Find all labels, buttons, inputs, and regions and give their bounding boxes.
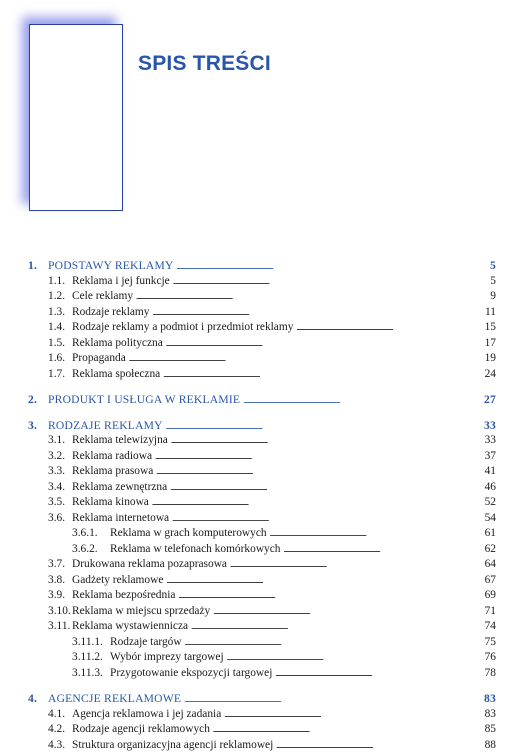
toc-number: 1.6.	[28, 351, 72, 367]
toc-subsection[interactable]	[28, 351, 496, 367]
toc-page-number: 54	[462, 511, 496, 527]
dot-leader	[156, 464, 462, 480]
dot-leader	[227, 650, 462, 666]
toc-number: 1.	[28, 258, 48, 274]
dot-leader	[184, 691, 462, 707]
toc-subsection[interactable]	[28, 336, 496, 352]
toc-number: 3.6.	[28, 511, 72, 527]
toc-page-number: 27	[462, 392, 496, 408]
toc-page-number: 71	[462, 604, 496, 620]
toc-page-number: 46	[462, 480, 496, 496]
toc-page-number: 75	[462, 635, 496, 651]
toc-subsection[interactable]	[28, 433, 496, 449]
toc-number: 3.6.2.	[28, 542, 110, 558]
toc-title: Agencja reklamowa i jej zadania	[72, 707, 224, 723]
toc-title: Cele reklamy	[72, 289, 136, 305]
toc-number: 1.4.	[28, 320, 72, 336]
toc-number: 1.3.	[28, 305, 72, 321]
toc-page-number: 24	[462, 367, 496, 383]
toc-page-number: 17	[462, 336, 496, 352]
dot-leader	[224, 707, 462, 723]
toc-number: 1.7.	[28, 367, 72, 383]
toc-page-number: 11	[462, 305, 496, 321]
toc-chapter[interactable]	[28, 418, 496, 434]
toc-subsection[interactable]	[28, 604, 496, 620]
toc-title: RODZAJE REKLAMY	[48, 418, 166, 434]
toc-page-number: 61	[462, 526, 496, 542]
toc-subsection[interactable]	[28, 274, 496, 290]
dot-leader	[230, 557, 462, 573]
dot-leader	[166, 418, 462, 434]
dot-leader	[213, 722, 462, 738]
toc-number: 1.1.	[28, 274, 72, 290]
toc-title: Reklama wystawiennicza	[72, 619, 191, 635]
toc-number: 2.	[28, 392, 48, 408]
toc-title: Przygotowanie ekspozycji targowej	[110, 666, 275, 682]
dot-leader	[173, 274, 462, 290]
dot-leader	[270, 526, 462, 542]
toc-number: 3.11.	[28, 619, 72, 635]
toc-number: 3.1.	[28, 433, 72, 449]
toc-page-number: 67	[462, 573, 496, 589]
toc-number: 3.5.	[28, 495, 72, 511]
toc-page-number: 19	[462, 351, 496, 367]
toc-page-number: 41	[462, 464, 496, 480]
toc-title: Gadżety reklamowe	[72, 573, 166, 589]
toc-title: AGENCJE REKLAMOWE	[48, 691, 184, 707]
dot-leader	[163, 367, 462, 383]
toc-title: Reklama społeczna	[72, 367, 163, 383]
toc-chapter[interactable]	[28, 392, 496, 408]
toc-title: PRODUKT I USŁUGA W REKLAMIE	[48, 392, 243, 408]
toc-page-number: 9	[462, 289, 496, 305]
page-title: SPIS TREŚCI	[138, 52, 271, 76]
toc-page-number: 74	[462, 619, 496, 635]
toc-number: 4.	[28, 691, 48, 707]
dot-leader	[171, 433, 462, 449]
toc-title: Reklama w miejscu sprzedaży	[72, 604, 213, 620]
toc-title: Wybór imprezy targowej	[110, 650, 227, 666]
toc-subsection[interactable]	[28, 722, 496, 738]
toc-subsection[interactable]	[28, 495, 496, 511]
toc-title: Reklama w grach komputerowych	[110, 526, 270, 542]
section-gap	[28, 408, 496, 418]
toc-number: 3.	[28, 418, 48, 434]
dot-leader	[178, 588, 462, 604]
toc-title: Reklama kinowa	[72, 495, 152, 511]
toc-page-number: 33	[462, 418, 496, 434]
toc-subsection[interactable]	[28, 557, 496, 573]
toc-subsubsection[interactable]	[28, 650, 496, 666]
toc-subsection[interactable]	[28, 511, 496, 527]
toc-number: 1.2.	[28, 289, 72, 305]
dot-leader	[243, 392, 462, 408]
toc-subsection[interactable]	[28, 573, 496, 589]
dot-leader	[153, 305, 463, 321]
toc-chapter[interactable]	[28, 691, 496, 707]
toc-number: 1.5.	[28, 336, 72, 352]
toc-page-number: 5	[462, 274, 496, 290]
toc-subsection[interactable]	[28, 619, 496, 635]
toc-number: 3.8.	[28, 573, 72, 589]
toc-number: 3.11.2.	[28, 650, 110, 666]
toc-title: Struktura organizacyjna agencji reklamowej	[72, 738, 276, 753]
toc-subsection[interactable]	[28, 320, 496, 336]
toc-page-number: 83	[462, 707, 496, 723]
toc-number: 3.4.	[28, 480, 72, 496]
toc-page-number: 76	[462, 650, 496, 666]
dot-leader	[136, 289, 462, 305]
dot-leader	[191, 619, 462, 635]
section-gap	[28, 681, 496, 691]
dot-leader	[177, 258, 462, 274]
dot-leader	[185, 635, 462, 651]
toc-subsubsection[interactable]	[28, 635, 496, 651]
toc-title: Reklama polityczna	[72, 336, 166, 352]
toc-number: 3.11.1.	[28, 635, 110, 651]
toc-page-number: 64	[462, 557, 496, 573]
toc-number: 3.6.1.	[28, 526, 110, 542]
toc-subsection[interactable]	[28, 305, 496, 321]
toc-page-number: 88	[462, 738, 496, 753]
toc-number: 4.3.	[28, 738, 72, 753]
toc-title: PODSTAWY REKLAMY	[48, 258, 177, 274]
toc-subsection[interactable]	[28, 480, 496, 496]
table-of-contents	[28, 258, 496, 753]
dot-leader	[129, 351, 462, 367]
toc-subsubsection[interactable]	[28, 542, 496, 558]
toc-subsection[interactable]	[28, 707, 496, 723]
toc-subsubsection[interactable]	[28, 526, 496, 542]
toc-number: 4.2.	[28, 722, 72, 738]
toc-page-number: 33	[462, 433, 496, 449]
toc-number: 4.1.	[28, 707, 72, 723]
toc-title: Reklama i jej funkcje	[72, 274, 173, 290]
toc-title: Reklama telewizyjna	[72, 433, 171, 449]
dot-leader	[152, 495, 462, 511]
toc-subsection[interactable]	[28, 464, 496, 480]
toc-subsection[interactable]	[28, 738, 496, 753]
toc-title: Reklama w telefonach komórkowych	[110, 542, 284, 558]
dot-leader	[213, 604, 462, 620]
toc-number: 3.3.	[28, 464, 72, 480]
toc-page-number: 85	[462, 722, 496, 738]
toc-page-number: 78	[462, 666, 496, 682]
toc-number: 3.9.	[28, 588, 72, 604]
toc-title: Rodzaje agencji reklamowych	[72, 722, 213, 738]
dot-leader	[170, 480, 462, 496]
toc-page-number: 15	[462, 320, 496, 336]
decorative-frame	[29, 24, 123, 211]
toc-page-number: 62	[462, 542, 496, 558]
toc-subsection[interactable]	[28, 449, 496, 465]
dot-leader	[166, 573, 462, 589]
toc-subsubsection[interactable]	[28, 666, 496, 682]
toc-subsection[interactable]	[28, 367, 496, 383]
toc-title: Propaganda	[72, 351, 129, 367]
dot-leader	[166, 336, 462, 352]
dot-leader	[284, 542, 463, 558]
section-gap	[28, 382, 496, 392]
toc-number: 3.10.	[28, 604, 72, 620]
dot-leader	[275, 666, 462, 682]
toc-page-number: 37	[462, 449, 496, 465]
toc-title: Reklama zewnętrzna	[72, 480, 170, 496]
toc-title: Reklama internetowa	[72, 511, 172, 527]
toc-page-number: 69	[462, 588, 496, 604]
toc-chapter[interactable]	[28, 258, 496, 274]
toc-subsection[interactable]	[28, 289, 496, 305]
toc-title: Reklama prasowa	[72, 464, 156, 480]
toc-title: Rodzaje targów	[110, 635, 185, 651]
toc-title: Reklama radiowa	[72, 449, 155, 465]
dot-leader	[155, 449, 462, 465]
dot-leader	[296, 320, 462, 336]
toc-page-number: 52	[462, 495, 496, 511]
toc-number: 3.2.	[28, 449, 72, 465]
toc-title: Rodzaje reklamy	[72, 305, 153, 321]
dot-leader	[276, 738, 462, 753]
toc-title: Drukowana reklama pozaprasowa	[72, 557, 230, 573]
toc-subsection[interactable]	[28, 588, 496, 604]
dot-leader	[172, 511, 462, 527]
toc-page-number: 5	[462, 258, 496, 274]
toc-title: Rodzaje reklamy a podmiot i przedmiot reklamy	[72, 320, 296, 336]
toc-title: Reklama bezpośrednia	[72, 588, 178, 604]
toc-number: 3.11.3.	[28, 666, 110, 682]
toc-number: 3.7.	[28, 557, 72, 573]
toc-page-number: 83	[462, 691, 496, 707]
